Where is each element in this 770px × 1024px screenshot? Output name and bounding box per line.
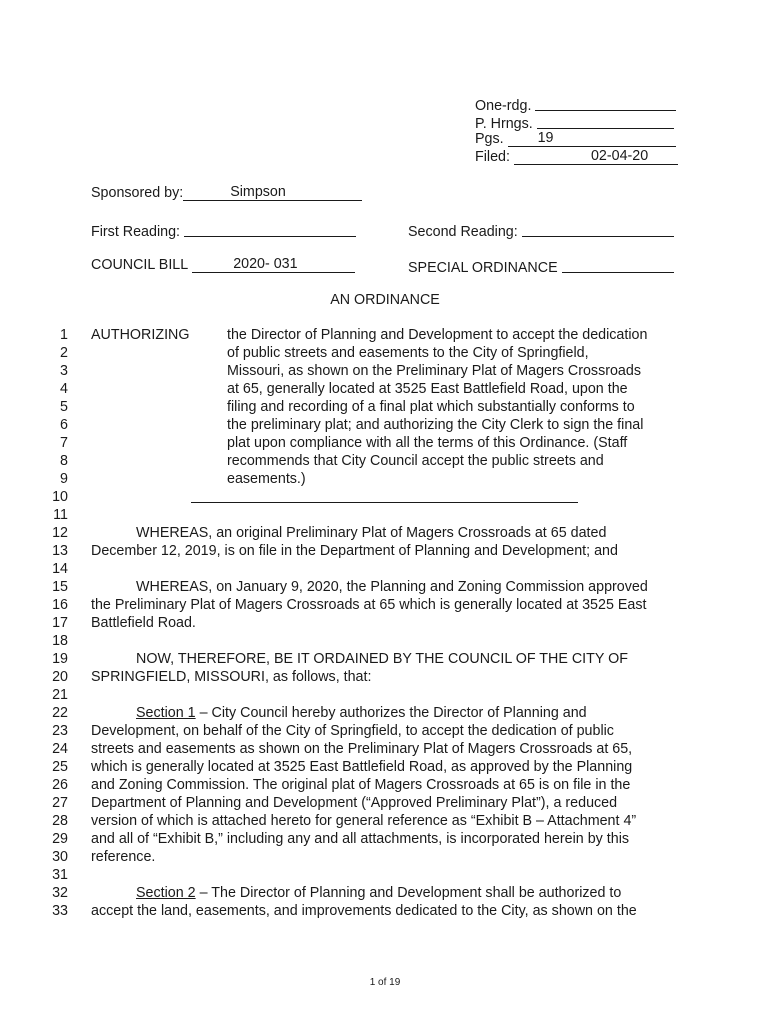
section-1-line: Development, on behalf of the City of Springfield, to accept the dedication of public xyxy=(91,723,614,739)
section-2-label: Section 2 xyxy=(136,885,196,901)
line-number: 9 xyxy=(60,471,68,487)
line-number: 15 xyxy=(52,579,68,595)
authorizing-label: AUTHORIZING xyxy=(91,327,190,343)
section-2-line: accept the land, easements, and improvements dedicated to the City, as shown on the xyxy=(91,903,637,919)
line-number: 24 xyxy=(52,741,68,757)
section-1-line: reference. xyxy=(91,849,156,865)
line-number: 5 xyxy=(60,399,68,415)
sponsored-blank xyxy=(183,185,362,201)
pgs-blank xyxy=(508,131,676,147)
section-1-line: version of which is attached hereto for general reference as “Exhibit B – Attachment 4” xyxy=(91,813,637,829)
line-number: 10 xyxy=(52,489,68,505)
ordained-line: SPRINGFIELD, MISSOURI, as follows, that: xyxy=(91,669,372,685)
whereas-2-line: the Preliminary Plat of Magers Crossroads at 65 which is generally located at 3525 East xyxy=(91,597,647,613)
authorizing-line: at 65, generally located at 3525 East Battlefield Road, upon the xyxy=(227,381,628,397)
sponsored-label: Sponsored by: xyxy=(91,185,184,201)
sponsored-value: Simpson xyxy=(230,184,286,200)
line-number: 13 xyxy=(52,543,68,559)
first-reading-blank xyxy=(184,221,356,237)
authorizing-line: the preliminary plat; and authorizing the City Clerk to sign the final xyxy=(227,417,644,433)
line-number: 12 xyxy=(52,525,68,541)
pgs-label: Pgs. xyxy=(475,131,504,147)
authorizing-line: of public streets and easements to the City of Springfield, xyxy=(227,345,589,361)
line-number: 23 xyxy=(52,723,68,739)
authorizing-line: easements.) xyxy=(227,471,306,487)
line-number: 19 xyxy=(52,651,68,667)
council-bill-blank xyxy=(192,257,355,273)
council-bill-label: COUNCIL BILL xyxy=(91,257,189,273)
line-number: 21 xyxy=(52,687,68,703)
sponsored-by xyxy=(91,184,362,202)
line-number: 14 xyxy=(52,561,68,577)
line-number: 6 xyxy=(60,417,68,433)
pgs-value: 19 xyxy=(537,130,554,146)
section-1-line: which is generally located at 3525 East Battlefield Road, as approved by the Planning xyxy=(91,759,633,775)
line-number: 31 xyxy=(52,867,68,883)
one-rdg-blank xyxy=(535,95,676,111)
filed-label: Filed: xyxy=(475,149,510,165)
section-1-line: and all of “Exhibit B,” including any and all attachments, is incorporated herein by this xyxy=(91,831,630,847)
whereas-1-line: WHEREAS, an original Preliminary Plat of Magers Crossroads at 65 dated xyxy=(136,525,607,541)
line-number: 26 xyxy=(52,777,68,793)
authorizing-line: recommends that City Council accept the public streets and xyxy=(227,453,604,469)
section-1-line: and Zoning Commission. The original plat of Magers Crossroads at 65 is on file in the xyxy=(91,777,631,793)
line-number: 16 xyxy=(52,597,68,613)
second-reading xyxy=(408,220,674,241)
section-1-line: streets and easements as shown on the Preliminary Plat of Magers Crossroads at 65, xyxy=(91,741,633,757)
one-rdg-label: One-rdg. xyxy=(475,98,532,114)
first-reading-label: First Reading: xyxy=(91,224,180,240)
line-number: 30 xyxy=(52,849,68,865)
authorizing-line: filing and recording of a final plat which substantially conforms to xyxy=(227,399,635,415)
line-number: 32 xyxy=(52,885,68,901)
section-1-line: Department of Planning and Development (“Approved Preliminary Plat”), a reduced xyxy=(91,795,618,811)
title-divider-rule xyxy=(191,502,578,503)
line-number: 20 xyxy=(52,669,68,685)
authorizing-line: the Director of Planning and Development to accept the dedication xyxy=(227,327,648,343)
authorizing-line: Missouri, as shown on the Preliminary Plat of Magers Crossroads xyxy=(227,363,641,379)
filed-blank xyxy=(514,149,678,165)
line-number: 28 xyxy=(52,813,68,829)
council-bill-value: 2020- 031 xyxy=(233,256,298,272)
line-number: 1 xyxy=(60,327,68,343)
section-2-first-line: Section 2 – The Director of Planning and Development shall be authorized to xyxy=(136,885,622,901)
whereas-1-line: December 12, 2019, is on file in the Department of Planning and Development; and xyxy=(91,543,618,559)
section-1-label: Section 1 xyxy=(136,705,196,721)
whereas-2-line: WHEREAS, on January 9, 2020, the Planning and Zoning Commission approved xyxy=(136,579,648,595)
section-1-first-line: Section 1 – City Council hereby authorizes the Director of Planning and xyxy=(136,705,587,721)
special-ordinance-blank xyxy=(562,257,674,273)
line-number: 8 xyxy=(60,453,68,469)
line-number: 25 xyxy=(52,759,68,775)
second-reading-label: Second Reading: xyxy=(408,224,518,240)
line-number: 29 xyxy=(52,831,68,847)
whereas-2-line: Battlefield Road. xyxy=(91,615,196,631)
p-hrngs-blank xyxy=(537,113,674,129)
ordinance-title: AN ORDINANCE xyxy=(330,292,440,308)
filed-value: 02-04-20 xyxy=(590,148,649,164)
line-number: 27 xyxy=(52,795,68,811)
page-number: 1 of 19 xyxy=(369,977,401,988)
first-reading xyxy=(91,220,356,241)
line-number: 2 xyxy=(60,345,68,361)
line-number: 7 xyxy=(60,435,68,451)
p-hrngs-label: P. Hrngs. xyxy=(475,116,533,132)
council-bill xyxy=(91,256,355,274)
ordained-line: NOW, THEREFORE, BE IT ORDAINED BY THE COUNCIL OF THE CITY OF xyxy=(136,651,628,667)
line-number: 4 xyxy=(60,381,68,397)
filing-pgs xyxy=(475,130,676,148)
line-number: 18 xyxy=(52,633,68,649)
line-number: 17 xyxy=(52,615,68,631)
special-ordinance xyxy=(408,256,674,277)
special-ordinance-label: SPECIAL ORDINANCE xyxy=(408,260,558,276)
line-number: 22 xyxy=(52,705,68,721)
authorizing-line: plat upon compliance with all the terms of this Ordinance. (Staff xyxy=(227,435,628,451)
filing-filed xyxy=(475,148,678,166)
line-number: 33 xyxy=(52,903,68,919)
line-number: 11 xyxy=(53,507,68,523)
second-reading-blank xyxy=(522,221,674,237)
line-number: 3 xyxy=(60,363,68,379)
